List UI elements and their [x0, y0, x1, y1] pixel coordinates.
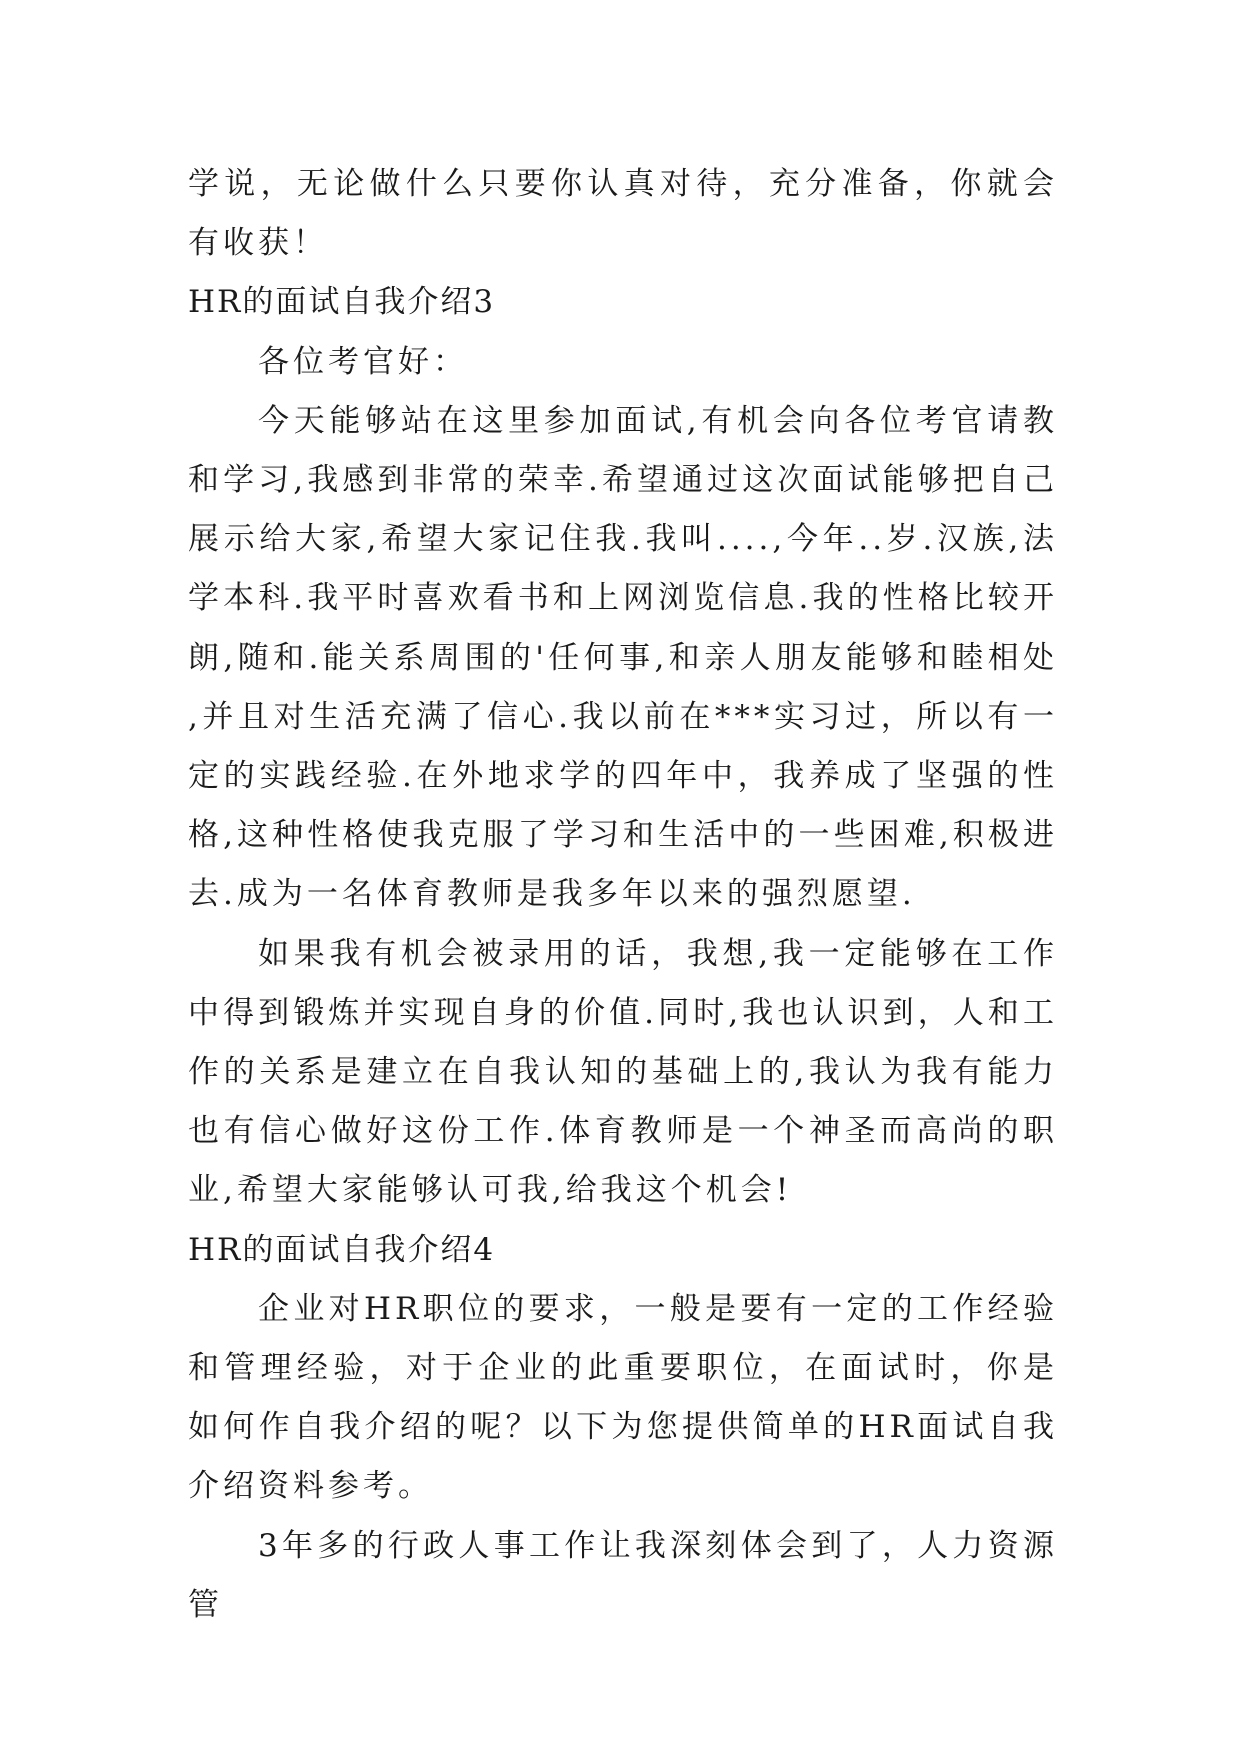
section-heading-3: HR的面试自我介绍3	[188, 284, 496, 321]
body-paragraph-3a: 今天能够站在这里参加面试,有机会向各位考官请教和学习,我感到非常的荣幸.希望通过这次面试能够把自己展示给大家,希望大家记住我.我叫....,今年..岁.汉族,法学本科.我平时喜欢看书和上网浏览信息.我的性格比较开朗,随和.能关系周围的'任何事,和亲人朋友能够和睦相处,并且对生活充满了信心.我以前在***实习过，所以有一定的实践经验.在外地求学的四年中，我养成了坚强的性格,这种性格使我克服了学习和生活中的一些困难,积极进去.成为一名体育教师是我多年以来的强烈愿望.	[188, 402, 1058, 913]
body-paragraph-4b: 3年多的行政人事工作让我深刻体会到了，人力资源管	[188, 1527, 1058, 1623]
document-body	[188, 155, 1058, 1635]
section-heading-4: HR的面试自我介绍4	[188, 1231, 496, 1268]
greeting-line: 各位考官好：	[258, 343, 468, 380]
body-paragraph-3b: 如果我有机会被录用的话，我想,我一定能够在工作中得到锻炼并实现自身的价值.同时,我也认识到，人和工作的关系是建立在自我认知的基础上的,我认为我有能力也有信心做好这份工作.体育教师是一个神圣而高尚的职业,希望大家能够认可我,给我这个机会!	[188, 935, 1058, 1209]
continuation-paragraph: 学说，无论做什么只要你认真对待，充分准备，你就会有收获！	[188, 166, 1058, 262]
body-paragraph-4a: 企业对HR职位的要求，一般是要有一定的工作经验和管理经验，对于企业的此重要职位，在面试时，你是如何作自我介绍的呢？以下为您提供简单的HR面试自我介绍资料参考。	[188, 1290, 1058, 1505]
